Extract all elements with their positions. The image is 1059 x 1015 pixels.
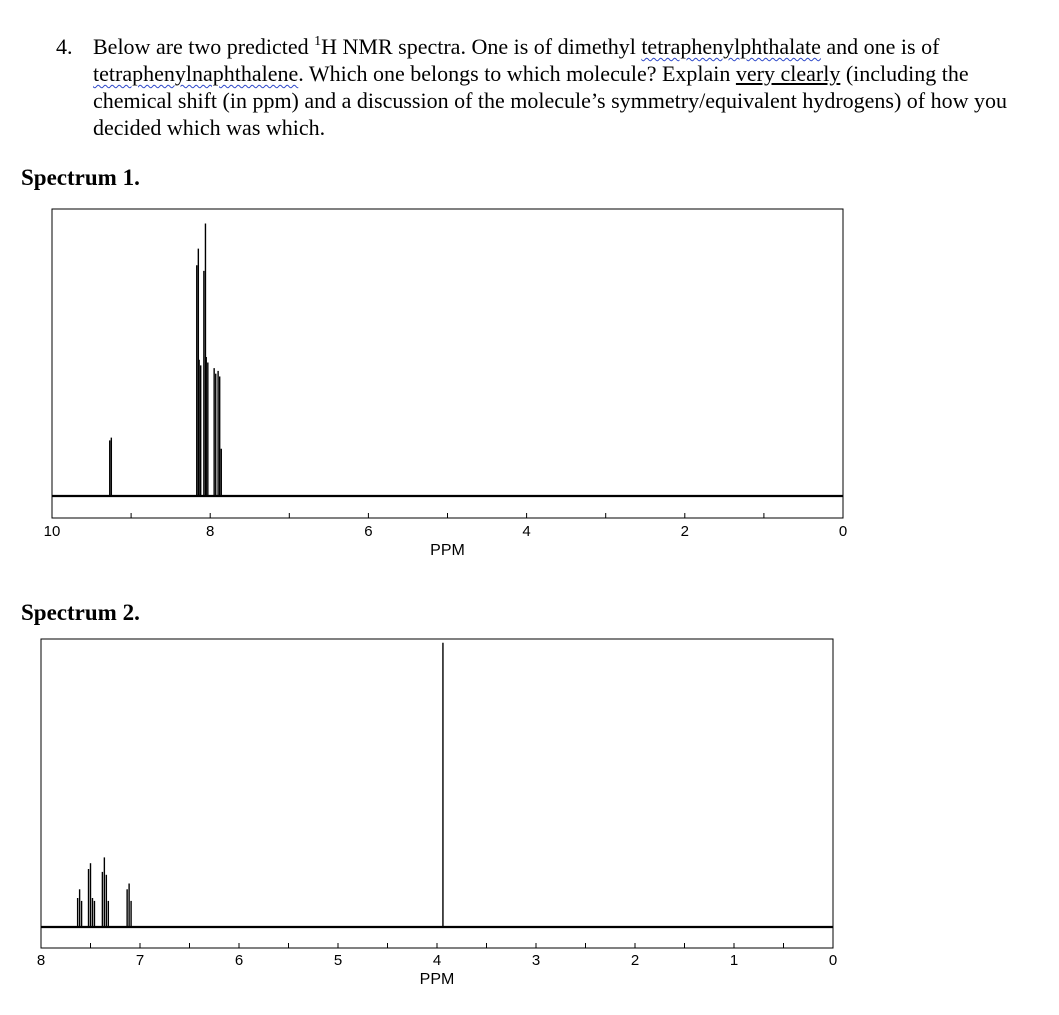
plot-frame	[52, 209, 843, 518]
x-tick-label: 2	[680, 523, 689, 540]
question-number: 4.	[56, 34, 73, 59]
x-tick-label: 2	[630, 952, 640, 969]
x-tick-label: 10	[43, 523, 61, 540]
spectrum-1-heading: Spectrum 1.	[21, 165, 140, 190]
spectrum-2-heading: Spectrum 2.	[21, 600, 140, 625]
superscript-one: 1	[314, 34, 322, 49]
spectrum-2-chart	[37, 639, 837, 988]
question-part5: (including the chemical shift (in ppm) and a discussion of the molecule’s symmetry/equivalent hydrogens) of how you decided which was which.	[93, 61, 1008, 140]
x-tick-label: 7	[135, 952, 145, 969]
spellcheck-term-2: tetraphenylnaphthalene	[93, 61, 299, 86]
x-tick-label: 4	[432, 952, 442, 969]
x-axis-label: PPM	[419, 971, 455, 988]
x-tick-label: 8	[36, 952, 46, 969]
question-part1: Below are two predicted	[93, 34, 315, 59]
x-tick-label: 6	[234, 952, 244, 969]
x-tick-label: 0	[838, 523, 848, 540]
spellcheck-term-1: tetraphenylphthalate	[641, 34, 821, 59]
x-axis-label: PPM	[430, 542, 465, 559]
question-part3: and one is of	[820, 34, 940, 59]
x-tick-label: 5	[333, 952, 343, 969]
x-tick-label: 1	[729, 952, 739, 969]
x-tick-label: 6	[364, 523, 373, 540]
x-tick-label: 8	[206, 523, 215, 540]
emphasis-very-clearly: very clearly	[735, 61, 841, 86]
x-tick-label: 0	[828, 952, 838, 969]
x-tick-label: 4	[522, 523, 531, 540]
question-part4: . Which one belongs to which molecule? Explain	[298, 61, 736, 86]
plot-frame	[41, 639, 833, 948]
x-tick-label: 3	[531, 952, 541, 969]
spectrum-1-chart	[44, 209, 848, 559]
question-part2: H NMR spectra. One is of dimethyl	[321, 34, 642, 59]
